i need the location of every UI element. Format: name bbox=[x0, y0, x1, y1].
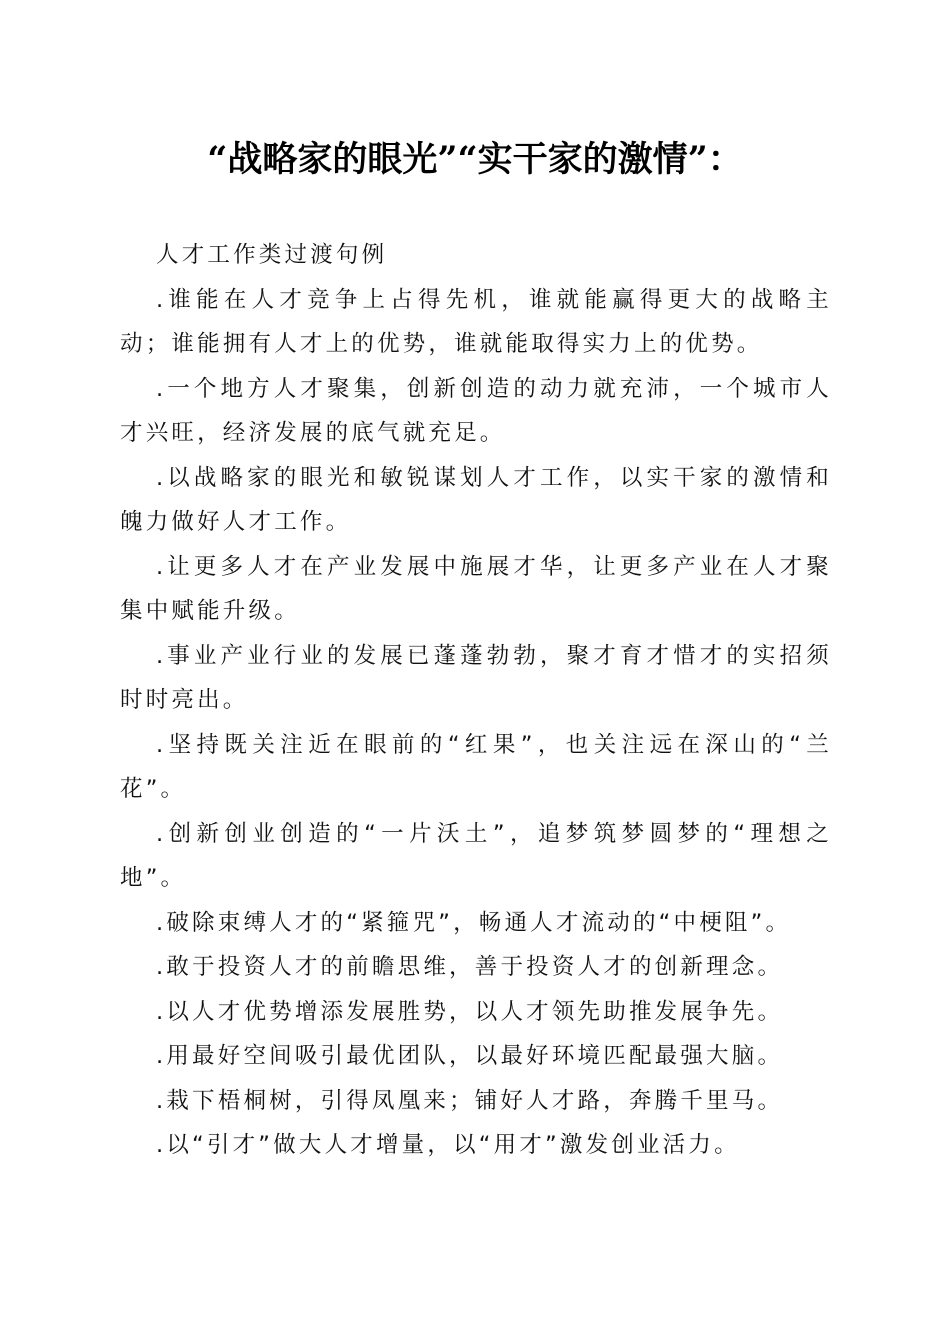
paragraph-8: .破除束缚人才的“紧箍咒”，畅通人才流动的“中梗阻”。 bbox=[156, 909, 792, 936]
subtitle-paragraph: 人才工作类过渡句例 bbox=[156, 242, 388, 268]
paragraph-2: .一个地方人才聚集，创新创造的动力就充沛，一个城市人才兴旺，经济发展的底气就充足。 bbox=[120, 375, 832, 446]
paragraph-3: .以战略家的眼光和敏锐谋划人才工作，以实干家的激情和魄力做好人才工作。 bbox=[120, 464, 832, 535]
paragraph-11: .用最好空间吸引最优团队，以最好环境匹配最强大脑。 bbox=[156, 1043, 784, 1069]
paragraph-1: .谁能在人才竞争上占得先机，谁就能赢得更大的战略主动；谁能拥有人才上的优势，谁就能取得实力上的优势。 bbox=[120, 286, 832, 357]
paragraph-13: .以“引才”做大人才增量，以“用才”激发创业活力。 bbox=[156, 1132, 740, 1158]
paragraph-5: .事业产业行业的发展已蓬蓬勃勃，聚才育才惜才的实招须时时亮出。 bbox=[120, 642, 832, 713]
document-body bbox=[120, 233, 832, 1168]
paragraph-4: .让更多人才在产业发展中施展才华，让更多产业在人才聚集中赋能升级。 bbox=[120, 553, 832, 624]
paragraph-7: .创新创业创造的“一片沃土”，追梦筑梦圆梦的“理想之地”。 bbox=[120, 820, 832, 891]
paragraph-6: .坚持既关注近在眼前的“红果”，也关注远在深山的“兰花”。 bbox=[120, 731, 832, 802]
paragraph-12: .栽下梧桐树，引得凤凰来；铺好人才路，奔腾千里马。 bbox=[156, 1087, 784, 1114]
document-title: “战略家的眼光”“实干家的激情”： bbox=[207, 139, 743, 180]
paragraph-10: .以人才优势增添发展胜势，以人才领先助推发展争先。 bbox=[156, 998, 784, 1025]
paragraph-9: .敢于投资人才的前瞻思维，善于投资人才的创新理念。 bbox=[156, 954, 784, 980]
